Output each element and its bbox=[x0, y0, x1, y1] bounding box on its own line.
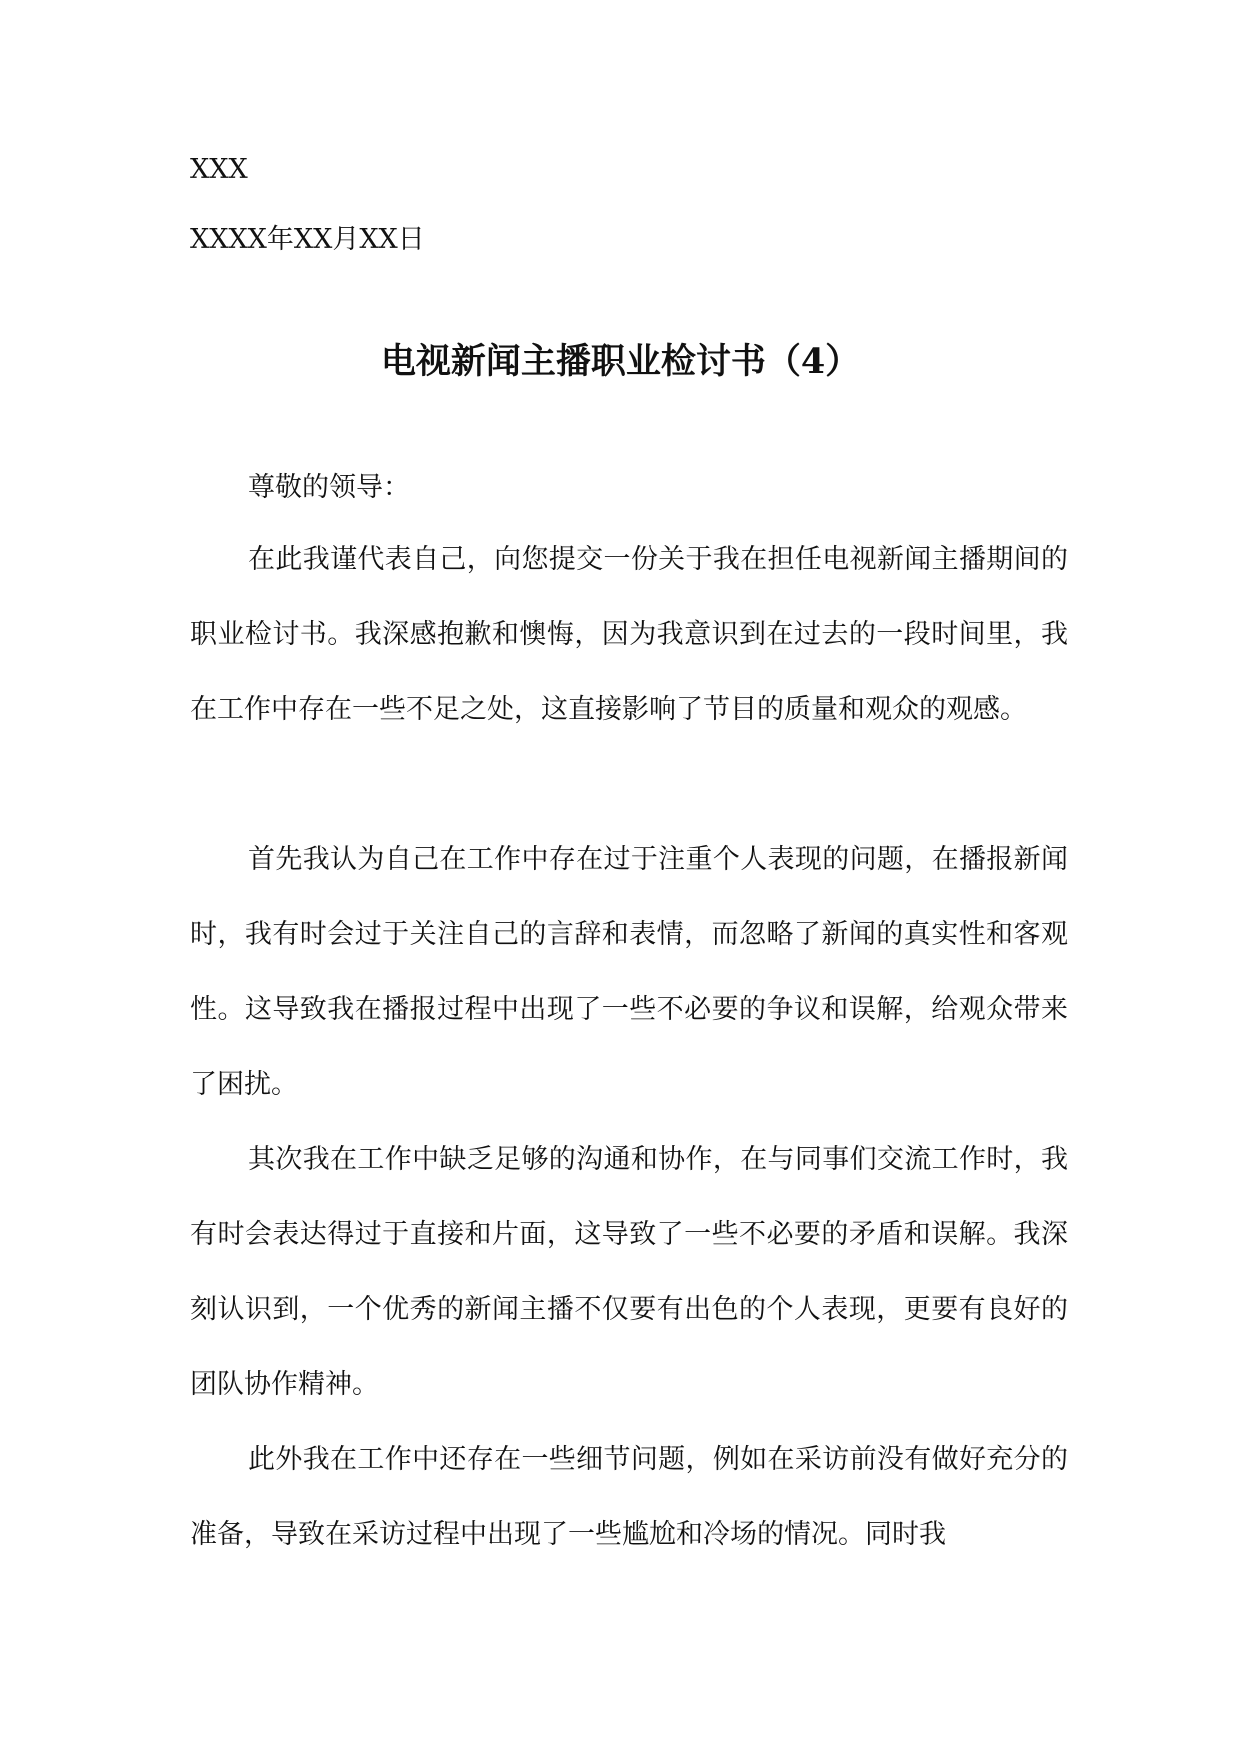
paragraph-1: 在此我谨代表自己，向您提交一份关于我在担任电视新闻主播期间的职业检讨书。我深感抱歉和懊悔，因为我意识到在过去的一段时间里，我在工作中存在一些不足之处，这直接影响了节目的质量和观众的观感。 bbox=[190, 544, 1068, 725]
signature-name: XXX bbox=[190, 154, 248, 185]
salutation: 尊敬的领导： bbox=[248, 472, 410, 503]
paragraph-3: 其次我在工作中缺乏足够的沟通和协作，在与同事们交流工作时，我有时会表达得过于直接和片面，这导致了一些不必要的矛盾和误解。我深刻认识到，一个优秀的新闻主播不仅要有出色的个人表现，更要有良好的团队协作精神。 bbox=[190, 1144, 1068, 1400]
paragraph-2: 首先我认为自己在工作中存在过于注重个人表现的问题，在播报新闻时，我有时会过于关注自己的言辞和表情，而忽略了新闻的真实性和客观性。这导致我在播报过程中出现了一些不必要的争议和误解，给观众带来了困扰。 bbox=[190, 844, 1068, 1100]
page-title: 电视新闻主播职业检讨书（4） bbox=[380, 341, 861, 382]
signature-date: XXXX年XX月XX日 bbox=[190, 224, 425, 255]
paragraph-4: 此外我在工作中还存在一些细节问题，例如在采访前没有做好充分的准备，导致在采访过程中出现了一些尴尬和冷场的情况。同时我 bbox=[190, 1444, 1068, 1550]
